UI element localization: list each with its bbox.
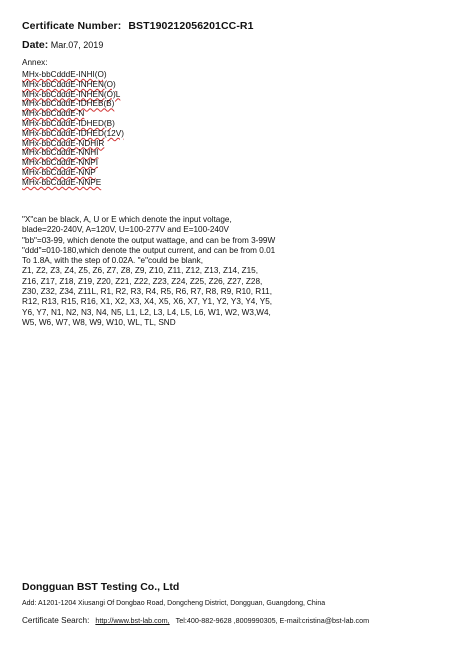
certificate-search-line bbox=[22, 616, 369, 625]
model-item: MHx-bbCdddE-IDHED(B) bbox=[22, 118, 115, 128]
certificate-search-label: Certificate Search: bbox=[22, 616, 90, 625]
date-label: Date: bbox=[22, 39, 49, 51]
model-notes bbox=[22, 215, 442, 328]
date-value: Mar.07, 2019 bbox=[50, 40, 104, 50]
certificate-number-value: BST190212056201CC-R1 bbox=[128, 20, 254, 32]
contact-info: Tel:400-882-9628 ,8009990305, E-mail:cristina@bst-lab.com bbox=[175, 616, 370, 625]
model-item: MHx-bbCdddE-IDHED(12V) bbox=[22, 128, 124, 138]
note-line: Z30, Z32, Z34, Z11L, R1, R2, R3, R4, R5, R6, R7, R8, R9, R10, R11, bbox=[22, 287, 272, 297]
note-line: W5, W6, W7, W8, W9, W10, WL, TL, SND bbox=[22, 317, 176, 327]
model-item: MHx-bbCdddE-INHEN(O) bbox=[22, 79, 116, 89]
note-line: Y6, Y7, N1, N2, N3, N4, N5, L1, L2, L3, L4, L5, L6, W1, W2, W3,W4, bbox=[22, 307, 271, 317]
website-link[interactable]: http://www.bst-lab.com, bbox=[95, 616, 170, 625]
certificate-number-line bbox=[22, 20, 254, 32]
note-line: R12, R13, R15, R16, X1, X2, X3, X4, X5, X6, X7, Y1, Y2, Y3, Y4, Y5, bbox=[22, 297, 273, 307]
model-item: MHx-bbCdddE-IDHEB(B) bbox=[22, 99, 115, 109]
date-line bbox=[22, 39, 103, 51]
note-line: To 1.8A, with the step of 0.02A. "e"could be blank, bbox=[22, 256, 204, 266]
note-line: "X"can be black, A, U or E which denote the input voltage, bbox=[22, 215, 232, 224]
note-line: "bb"=03-99, which denote the output wattage, and can be from 3-99W bbox=[22, 235, 276, 245]
company-name: Dongguan BST Testing Co., Ltd bbox=[22, 581, 180, 593]
model-list bbox=[22, 70, 124, 188]
company-address: Add: A1201-1204 Xiusangi Of Dongbao Road, Dongcheng District, Dongguan, Guangdong, China bbox=[22, 600, 326, 607]
note-line: Z1, Z2, Z3, Z4, Z5, Z6, Z7, Z8, Z9, Z10, Z11, Z12, Z13, Z14, Z15, bbox=[22, 266, 259, 276]
annex-label: Annex: bbox=[22, 58, 48, 67]
note-line: Z16, Z17, Z18, Z19, Z20, Z21, Z22, Z23, Z24, Z25, Z26, Z27, Z28, bbox=[22, 276, 263, 286]
model-item: MHx-bbCdddE-NNP bbox=[22, 167, 96, 177]
model-item: MHx-bbCdddE-NDHIR bbox=[22, 138, 105, 148]
note-line: "ddd"=010-180,which denote the output current, and can be from 0.01 bbox=[22, 245, 276, 255]
model-item: MHx-bbCdddE-NNHI bbox=[22, 148, 99, 158]
model-item: MHx-bbCdddE-N bbox=[22, 109, 85, 119]
model-item: MHx-bbCdddE-INHEN(O)L bbox=[22, 89, 121, 99]
model-item: MHx-bbCdddE-INHI(O) bbox=[22, 70, 107, 79]
model-item: MHx-bbCdddE-NNPI bbox=[22, 158, 98, 168]
certificate-number-label: Certificate Number: bbox=[22, 20, 122, 32]
note-line: blade=220-240V, A=120V, U=100-277V and E=100-240V bbox=[22, 225, 229, 235]
model-item: MHx-bbCdddE-NNPE bbox=[22, 177, 102, 187]
